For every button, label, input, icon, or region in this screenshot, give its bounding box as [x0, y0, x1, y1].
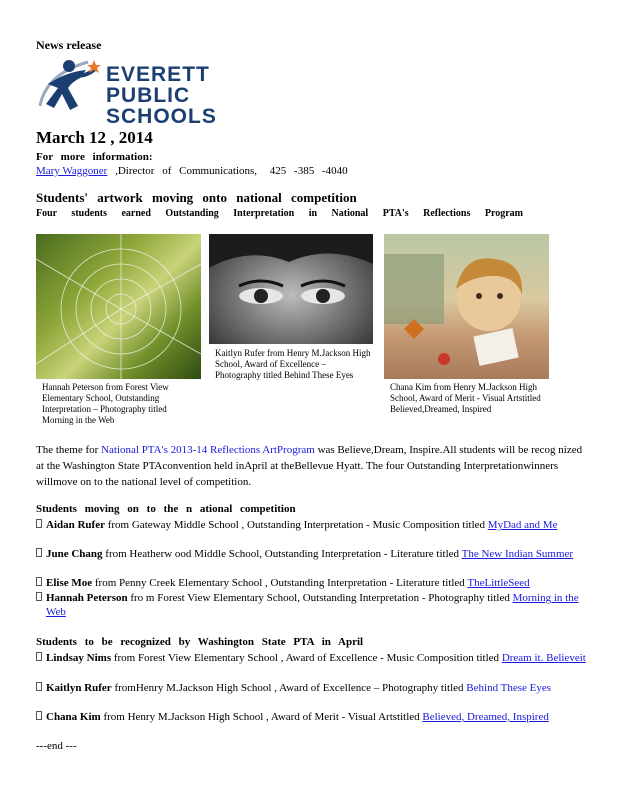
logo-line-schools: SCHOOLS — [106, 105, 217, 128]
contact-role: ,Director of Communications, — [107, 165, 258, 177]
student-details: from Gateway Middle School , Outstanding Interpretation - Music Composition titled — [104, 519, 488, 531]
subheadline: Four students earned Outstanding Interpretation in National PTA's Reflections Program — [36, 208, 523, 219]
bullet-icon — [36, 519, 42, 528]
runner-with-star-logo-icon — [36, 54, 106, 128]
photo-eyes — [209, 234, 373, 344]
student-name: Chana Kim — [46, 711, 101, 723]
entry-title-link[interactable]: The New Indian Summer — [461, 548, 574, 560]
student-name: June Chang — [46, 548, 103, 560]
reflections-program-link[interactable]: National PTA's 2013-14 Reflections ArtProgram — [101, 444, 315, 456]
entry-title-link[interactable]: TheLittleSeed — [467, 577, 530, 589]
logo-line-everett: EVERETT — [106, 63, 210, 86]
student-name: Kaitlyn Rufer — [46, 682, 112, 694]
logo-line-public: PUBLIC — [106, 84, 191, 107]
list-item — [36, 710, 596, 738]
list-item — [36, 591, 596, 619]
headline: Students' artwork moving onto national competition — [36, 190, 357, 205]
list-item — [36, 576, 596, 590]
bullet-icon — [36, 577, 42, 586]
bullet-icon — [36, 682, 42, 691]
district-logo — [36, 54, 216, 128]
intro-paragraph — [36, 442, 586, 490]
student-details: from Penny Creek Elementary School , Outstanding Interpretation - Literature titled — [92, 577, 468, 589]
intro-post: was Believe,Dream, Inspire.All students will be recog nized at the Washington State PTAconvention held inApril at theBellevue Hyatt. The four Outstanding Interpretationwinners willmove on to the national level of competition. — [36, 444, 583, 488]
entry-title-link[interactable]: MyDad and Me — [487, 519, 558, 531]
student-name: Aidan Rufer — [46, 519, 105, 531]
photo-drawing-caption: Chana Kim from Henry M.Jackson High School, Award of Merit - Visual Artstitled Believed,Dreamed, Inspired — [390, 382, 541, 414]
student-details: from Forest View Elementary School , Award of Excellence - Music Composition titled — [111, 652, 502, 664]
entry-title-link[interactable]: Behind These Eyes — [466, 682, 552, 694]
bullet-icon — [36, 652, 42, 661]
entry-title-link[interactable]: Believed, Dreamed, Inspired — [422, 711, 549, 723]
contact-line — [36, 165, 348, 178]
more-info-label: For more information: — [36, 151, 153, 163]
contact-phone: 425 -385 -4040 — [269, 165, 348, 177]
list-item — [36, 681, 596, 709]
student-details: from Henry M.Jackson High School , Award of Merit - Visual Artstitled — [100, 711, 423, 723]
release-date: March 12 , 2014 — [36, 128, 153, 147]
photo-spider-web — [36, 234, 201, 379]
student-details: fromHenry M.Jackson High School , Award of Excellence – Photography titled — [111, 682, 467, 694]
list-item — [36, 518, 596, 546]
bullet-icon — [36, 592, 42, 601]
list-item — [36, 651, 596, 679]
list-item — [36, 547, 596, 575]
intro-pre: The theme for — [36, 444, 102, 456]
bullet-icon — [36, 711, 42, 720]
student-details: from Heatherw ood Middle School, Outstanding Interpretation - Literature titled — [102, 548, 462, 560]
entry-title-link[interactable]: Morning in the Web — [46, 592, 579, 618]
state-heading: Students to be recognized by Washington State PTA in April — [36, 636, 364, 648]
photo-spider-web-caption: Hannah Peterson from Forest View Elementary School, Outstanding Interpretation – Photography titled Morning in the Web — [42, 382, 169, 425]
bullet-icon — [36, 548, 42, 557]
end-marker: ---end --- — [36, 740, 77, 752]
photo-drawing — [384, 234, 549, 379]
contact-name-link[interactable]: Mary Waggoner — [36, 165, 108, 177]
news-release-label: News release — [36, 38, 102, 52]
student-name: Lindsay Nims — [46, 652, 112, 664]
student-details: fro m Forest View Elementary School, Outstanding Interpretation - Photography titled — [127, 592, 513, 604]
national-heading: Students moving on to the n ational competition — [36, 503, 296, 515]
entry-title-link[interactable]: Dream it. Believeit — [501, 652, 586, 664]
student-name: Elise Moe — [46, 577, 93, 589]
photo-eyes-caption: Kaitlyn Rufer from Henry M.Jackson High School, Award of Excellence – Photography titled Behind These Eyes — [215, 348, 371, 380]
student-name: Hannah Peterson — [46, 592, 128, 604]
